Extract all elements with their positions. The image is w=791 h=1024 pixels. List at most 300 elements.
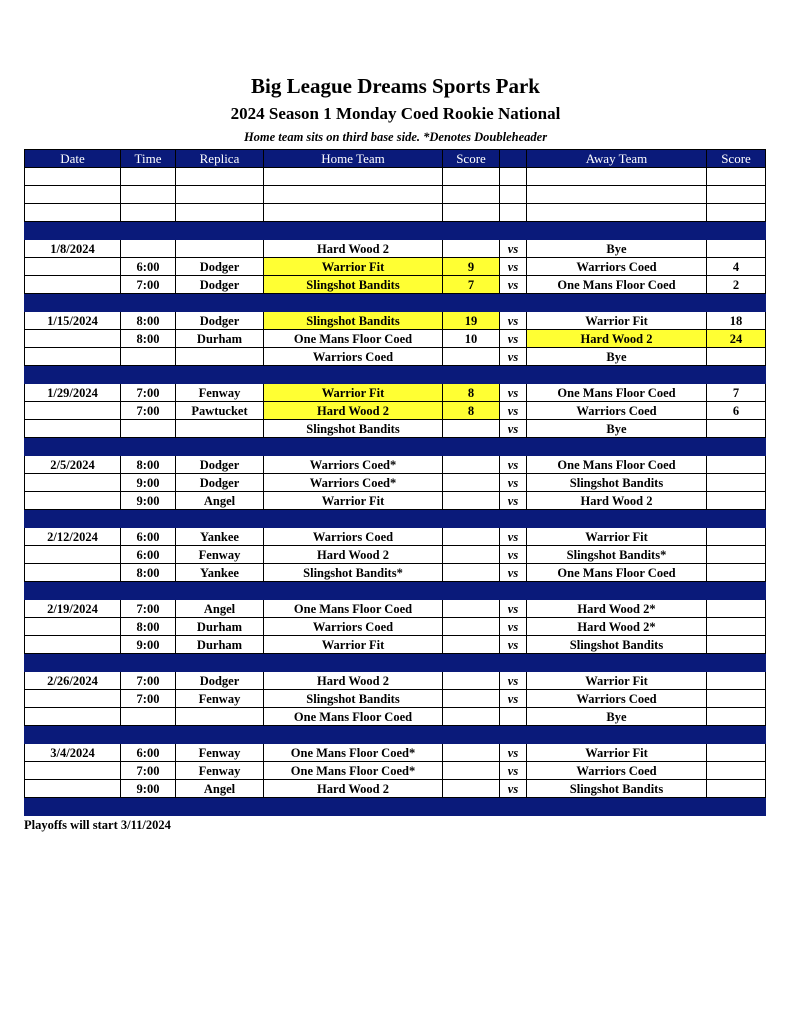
separator-cell (443, 222, 500, 240)
home-score-cell (443, 456, 500, 474)
separator-cell (25, 654, 121, 672)
week-separator-bar (25, 582, 766, 600)
separator-cell (176, 726, 264, 744)
date-cell (25, 276, 121, 294)
time-cell: 6:00 (121, 258, 176, 276)
home-score-cell (443, 564, 500, 582)
separator-cell (527, 366, 707, 384)
separator-cell (176, 366, 264, 384)
away-team-cell: One Mans Floor Coed (527, 276, 707, 294)
replica-cell: Yankee (176, 564, 264, 582)
game-row (25, 528, 766, 546)
separator-cell (527, 510, 707, 528)
separator-cell (500, 798, 527, 816)
separator-cell (121, 438, 176, 456)
blank-cell (443, 204, 500, 222)
replica-cell (176, 240, 264, 258)
away-score-cell (707, 546, 766, 564)
replica-cell: Durham (176, 330, 264, 348)
away-team-cell: Slingshot Bandits (527, 474, 707, 492)
separator-cell (121, 294, 176, 312)
home-score-cell (443, 708, 500, 726)
away-team-cell: Hard Wood 2 (527, 330, 707, 348)
game-row (25, 312, 766, 330)
home-team-cell: Slingshot Bandits* (264, 564, 443, 582)
time-cell (121, 240, 176, 258)
separator-cell (25, 294, 121, 312)
game-row (25, 240, 766, 258)
separator-cell (500, 726, 527, 744)
home-score-cell (443, 492, 500, 510)
separator-cell (176, 294, 264, 312)
separator-cell (121, 366, 176, 384)
replica-cell: Fenway (176, 762, 264, 780)
away-score-cell (707, 420, 766, 438)
home-score-cell: 8 (443, 402, 500, 420)
blank-cell (527, 168, 707, 186)
away-score-cell (707, 690, 766, 708)
date-cell (25, 402, 121, 420)
away-score-cell: 24 (707, 330, 766, 348)
time-cell (121, 708, 176, 726)
separator-cell (25, 366, 121, 384)
separator-cell (443, 366, 500, 384)
separator-cell (264, 222, 443, 240)
blank-cell (264, 204, 443, 222)
blank-cell (707, 168, 766, 186)
replica-cell: Yankee (176, 528, 264, 546)
col-header-time: Time (121, 150, 176, 168)
separator-cell (121, 510, 176, 528)
separator-cell (500, 582, 527, 600)
blank-row (25, 204, 766, 222)
away-score-cell (707, 618, 766, 636)
date-cell: 2/26/2024 (25, 672, 121, 690)
blank-cell (500, 186, 527, 204)
blank-cell (443, 168, 500, 186)
separator-cell (500, 654, 527, 672)
date-cell: 1/8/2024 (25, 240, 121, 258)
replica-cell: Angel (176, 780, 264, 798)
separator-cell (443, 294, 500, 312)
col-header-replica: Replica (176, 150, 264, 168)
separator-cell (264, 582, 443, 600)
away-team-cell: One Mans Floor Coed (527, 456, 707, 474)
replica-cell (176, 420, 264, 438)
vs-cell: vs (500, 636, 527, 654)
separator-cell (176, 654, 264, 672)
separator-cell (527, 222, 707, 240)
separator-cell (707, 726, 766, 744)
time-cell: 9:00 (121, 780, 176, 798)
blank-cell (176, 186, 264, 204)
replica-cell (176, 708, 264, 726)
vs-cell: vs (500, 456, 527, 474)
replica-cell: Fenway (176, 744, 264, 762)
blank-cell (25, 204, 121, 222)
separator-cell (264, 654, 443, 672)
home-score-cell: 7 (443, 276, 500, 294)
separator-cell (176, 798, 264, 816)
away-team-cell: Bye (527, 420, 707, 438)
date-cell: 2/5/2024 (25, 456, 121, 474)
separator-cell (707, 438, 766, 456)
week-separator-bar (25, 438, 766, 456)
time-cell: 7:00 (121, 276, 176, 294)
away-team-cell: Slingshot Bandits* (527, 546, 707, 564)
separator-cell (500, 366, 527, 384)
home-score-cell (443, 780, 500, 798)
separator-cell (121, 582, 176, 600)
away-team-cell: Warriors Coed (527, 258, 707, 276)
vs-cell: vs (500, 600, 527, 618)
game-row (25, 348, 766, 366)
separator-cell (443, 726, 500, 744)
date-cell (25, 762, 121, 780)
home-score-cell (443, 636, 500, 654)
home-team-cell: One Mans Floor Coed (264, 600, 443, 618)
home-score-cell (443, 420, 500, 438)
away-team-cell: Hard Wood 2* (527, 600, 707, 618)
home-score-cell: 10 (443, 330, 500, 348)
separator-cell (264, 726, 443, 744)
vs-cell: vs (500, 330, 527, 348)
home-team-cell: Hard Wood 2 (264, 240, 443, 258)
home-team-cell: Warriors Coed* (264, 474, 443, 492)
away-score-cell (707, 708, 766, 726)
away-score-cell (707, 780, 766, 798)
separator-cell (176, 222, 264, 240)
week-separator-bar (25, 726, 766, 744)
col-header-away-score: Score (707, 150, 766, 168)
away-team-cell: Slingshot Bandits (527, 636, 707, 654)
game-row (25, 618, 766, 636)
replica-cell: Angel (176, 492, 264, 510)
game-row (25, 492, 766, 510)
week-separator-bar (25, 222, 766, 240)
separator-cell (707, 222, 766, 240)
away-team-cell: Bye (527, 708, 707, 726)
vs-cell: vs (500, 492, 527, 510)
date-cell (25, 258, 121, 276)
game-row (25, 708, 766, 726)
blank-cell (443, 186, 500, 204)
date-cell (25, 474, 121, 492)
time-cell: 7:00 (121, 384, 176, 402)
separator-cell (25, 798, 121, 816)
blank-cell (264, 168, 443, 186)
away-score-cell (707, 348, 766, 366)
time-cell (121, 420, 176, 438)
blank-row (25, 186, 766, 204)
away-score-cell: 4 (707, 258, 766, 276)
col-header-home-team: Home Team (264, 150, 443, 168)
away-score-cell (707, 492, 766, 510)
game-row (25, 402, 766, 420)
home-team-cell: Hard Wood 2 (264, 402, 443, 420)
away-score-cell (707, 528, 766, 546)
week-separator-bar (25, 366, 766, 384)
time-cell: 9:00 (121, 636, 176, 654)
away-team-cell: Bye (527, 348, 707, 366)
separator-cell (527, 798, 707, 816)
home-score-cell: 9 (443, 258, 500, 276)
vs-cell: vs (500, 762, 527, 780)
away-team-cell: Warrior Fit (527, 528, 707, 546)
separator-cell (25, 222, 121, 240)
home-team-cell: One Mans Floor Coed* (264, 744, 443, 762)
game-row (25, 564, 766, 582)
home-team-cell: Warriors Coed (264, 618, 443, 636)
vs-cell: vs (500, 618, 527, 636)
blank-cell (121, 186, 176, 204)
vs-cell: vs (500, 744, 527, 762)
blank-cell (527, 204, 707, 222)
separator-cell (25, 438, 121, 456)
separator-cell (264, 294, 443, 312)
time-cell: 6:00 (121, 546, 176, 564)
separator-cell (121, 654, 176, 672)
vs-cell: vs (500, 402, 527, 420)
blank-cell (527, 186, 707, 204)
date-cell (25, 636, 121, 654)
home-team-cell: One Mans Floor Coed (264, 708, 443, 726)
away-score-cell (707, 456, 766, 474)
away-team-cell: Hard Wood 2* (527, 618, 707, 636)
replica-cell: Dodger (176, 276, 264, 294)
vs-cell: vs (500, 276, 527, 294)
away-score-cell (707, 762, 766, 780)
schedule-note: Home team sits on third base side. *Denotes Doubleheader (243, 130, 548, 144)
date-cell: 2/19/2024 (25, 600, 121, 618)
time-cell: 7:00 (121, 402, 176, 420)
home-score-cell (443, 762, 500, 780)
col-header-date: Date (25, 150, 121, 168)
home-team-cell: Slingshot Bandits (264, 312, 443, 330)
separator-cell (25, 510, 121, 528)
vs-cell: vs (500, 312, 527, 330)
separator-cell (707, 654, 766, 672)
blank-cell (121, 204, 176, 222)
separator-cell (500, 510, 527, 528)
separator-cell (527, 654, 707, 672)
vs-cell (500, 708, 527, 726)
home-score-cell (443, 600, 500, 618)
replica-cell: Fenway (176, 690, 264, 708)
blank-cell (500, 204, 527, 222)
away-team-cell: One Mans Floor Coed (527, 564, 707, 582)
blank-cell (176, 204, 264, 222)
separator-cell (527, 582, 707, 600)
separator-cell (707, 582, 766, 600)
blank-cell (25, 168, 121, 186)
home-team-cell: One Mans Floor Coed (264, 330, 443, 348)
separator-cell (500, 222, 527, 240)
separator-cell (176, 582, 264, 600)
home-team-cell: Warrior Fit (264, 258, 443, 276)
separator-cell (121, 798, 176, 816)
home-score-cell: 8 (443, 384, 500, 402)
date-cell (25, 618, 121, 636)
time-cell: 6:00 (121, 744, 176, 762)
away-score-cell (707, 474, 766, 492)
away-score-cell (707, 672, 766, 690)
game-row (25, 672, 766, 690)
replica-cell: Dodger (176, 312, 264, 330)
away-team-cell: Warrior Fit (527, 312, 707, 330)
replica-cell: Durham (176, 636, 264, 654)
separator-cell (500, 294, 527, 312)
away-team-cell: Slingshot Bandits (527, 780, 707, 798)
away-score-cell (707, 240, 766, 258)
game-row (25, 600, 766, 618)
away-team-cell: Warriors Coed (527, 762, 707, 780)
playoffs-note: Playoffs will start 3/11/2024 (24, 818, 171, 832)
home-team-cell: Slingshot Bandits (264, 276, 443, 294)
game-row (25, 384, 766, 402)
blank-cell (25, 186, 121, 204)
home-team-cell: Slingshot Bandits (264, 690, 443, 708)
home-team-cell: Warriors Coed (264, 348, 443, 366)
away-score-cell (707, 744, 766, 762)
separator-cell (176, 438, 264, 456)
game-row (25, 690, 766, 708)
replica-cell: Angel (176, 600, 264, 618)
time-cell: 7:00 (121, 600, 176, 618)
game-row (25, 546, 766, 564)
replica-cell: Dodger (176, 258, 264, 276)
vs-cell: vs (500, 546, 527, 564)
game-row (25, 780, 766, 798)
replica-cell: Durham (176, 618, 264, 636)
blank-row (25, 168, 766, 186)
date-cell (25, 348, 121, 366)
vs-cell: vs (500, 672, 527, 690)
vs-cell: vs (500, 420, 527, 438)
week-separator-bar (25, 798, 766, 816)
separator-cell (121, 222, 176, 240)
home-score-cell: 19 (443, 312, 500, 330)
blank-cell (121, 168, 176, 186)
vs-cell: vs (500, 384, 527, 402)
separator-cell (527, 438, 707, 456)
home-team-cell: Hard Wood 2 (264, 546, 443, 564)
date-cell: 1/15/2024 (25, 312, 121, 330)
home-score-cell (443, 528, 500, 546)
time-cell (121, 348, 176, 366)
separator-cell (25, 582, 121, 600)
vs-cell: vs (500, 780, 527, 798)
replica-cell: Pawtucket (176, 402, 264, 420)
vs-cell: vs (500, 564, 527, 582)
separator-cell (443, 510, 500, 528)
separator-cell (707, 510, 766, 528)
separator-cell (176, 510, 264, 528)
replica-cell: Dodger (176, 474, 264, 492)
replica-cell (176, 348, 264, 366)
away-team-cell: One Mans Floor Coed (527, 384, 707, 402)
separator-cell (264, 366, 443, 384)
separator-cell (443, 654, 500, 672)
date-cell (25, 330, 121, 348)
home-team-cell: Slingshot Bandits (264, 420, 443, 438)
date-cell (25, 690, 121, 708)
away-score-cell (707, 636, 766, 654)
vs-cell: vs (500, 690, 527, 708)
date-cell: 2/12/2024 (25, 528, 121, 546)
home-team-cell: Hard Wood 2 (264, 780, 443, 798)
vs-cell: vs (500, 348, 527, 366)
col-header-home-score: Score (443, 150, 500, 168)
away-team-cell: Warriors Coed (527, 402, 707, 420)
away-score-cell: 2 (707, 276, 766, 294)
time-cell: 8:00 (121, 330, 176, 348)
away-score-cell (707, 564, 766, 582)
vs-cell: vs (500, 474, 527, 492)
time-cell: 6:00 (121, 528, 176, 546)
time-cell: 7:00 (121, 690, 176, 708)
blank-cell (707, 204, 766, 222)
game-row (25, 420, 766, 438)
blank-cell (264, 186, 443, 204)
blank-cell (707, 186, 766, 204)
away-team-cell: Hard Wood 2 (527, 492, 707, 510)
separator-cell (264, 438, 443, 456)
away-team-cell: Warrior Fit (527, 744, 707, 762)
away-score-cell: 7 (707, 384, 766, 402)
home-team-cell: One Mans Floor Coed* (264, 762, 443, 780)
replica-cell: Fenway (176, 384, 264, 402)
game-row (25, 744, 766, 762)
replica-cell: Dodger (176, 456, 264, 474)
time-cell: 8:00 (121, 456, 176, 474)
separator-cell (527, 726, 707, 744)
home-team-cell: Warrior Fit (264, 384, 443, 402)
home-score-cell (443, 672, 500, 690)
game-row (25, 456, 766, 474)
game-row (25, 276, 766, 294)
date-cell (25, 780, 121, 798)
separator-cell (707, 366, 766, 384)
date-cell: 1/29/2024 (25, 384, 121, 402)
game-row (25, 474, 766, 492)
away-team-cell: Bye (527, 240, 707, 258)
col-header-vs (500, 150, 527, 168)
time-cell: 8:00 (121, 312, 176, 330)
time-cell: 9:00 (121, 492, 176, 510)
date-cell (25, 492, 121, 510)
week-separator-bar (25, 294, 766, 312)
separator-cell (443, 582, 500, 600)
game-row (25, 762, 766, 780)
home-score-cell (443, 546, 500, 564)
home-score-cell (443, 618, 500, 636)
home-team-cell: Warriors Coed* (264, 456, 443, 474)
replica-cell: Fenway (176, 546, 264, 564)
home-team-cell: Warrior Fit (264, 492, 443, 510)
page-title: Big League Dreams Sports Park (251, 74, 540, 98)
blank-cell (176, 168, 264, 186)
separator-cell (707, 798, 766, 816)
separator-cell (25, 726, 121, 744)
week-separator-bar (25, 510, 766, 528)
date-cell (25, 546, 121, 564)
separator-cell (707, 294, 766, 312)
away-score-cell: 18 (707, 312, 766, 330)
page-subtitle: 2024 Season 1 Monday Coed Rookie National (230, 104, 561, 123)
schedule-table (24, 149, 766, 816)
home-score-cell (443, 240, 500, 258)
